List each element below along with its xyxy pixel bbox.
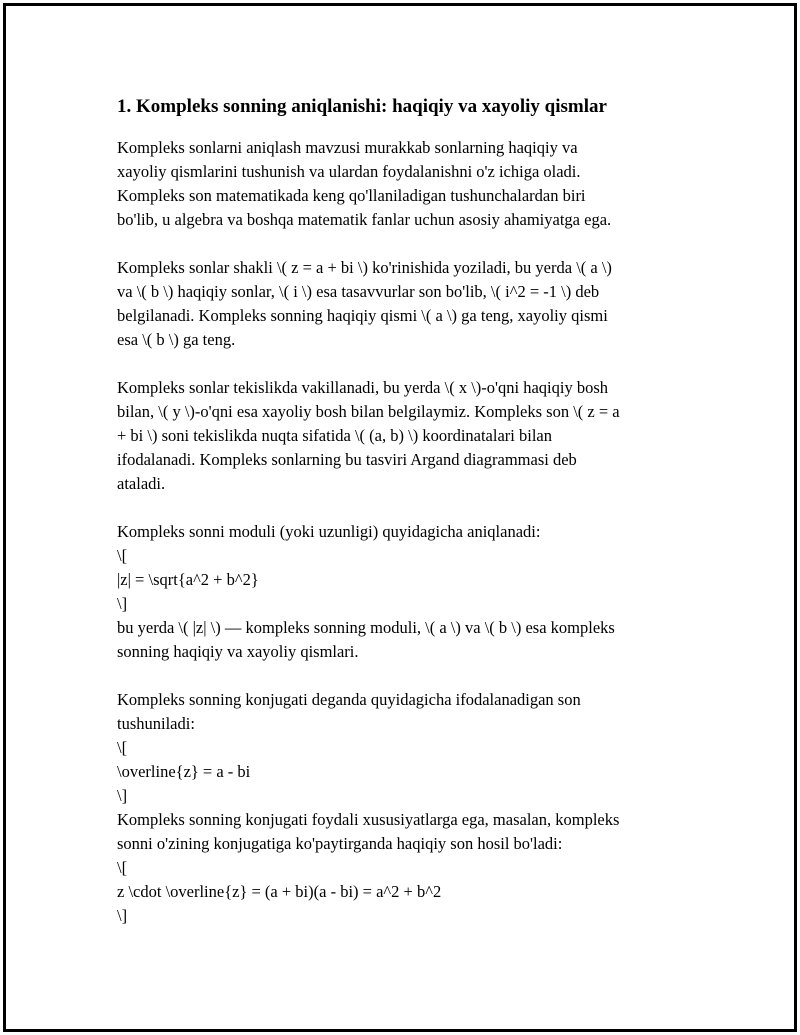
paragraph-gap: [117, 352, 687, 376]
text-line: bo'lib, u algebra va boshqa matematik fanlar uchun asosiy ahamiyatga ega.: [117, 210, 612, 229]
text-line: \[: [117, 546, 128, 565]
text-line: Kompleks son matematikada keng qo'llaniladigan tushunchalardan biri: [117, 186, 586, 205]
paragraph: [117, 136, 687, 232]
text-line: \overline{z} = a - bi: [117, 762, 251, 781]
text-line: Kompleks sonlarni aniqlash mavzusi murakkab sonlarning haqiqiy va: [117, 138, 578, 157]
paragraph-gap: [117, 496, 687, 520]
paragraph-list: [117, 136, 687, 928]
paragraph: [117, 688, 687, 928]
text-line: Kompleks sonlar shakli \( z = a + bi \) ko'rinishida yoziladi, bu yerda \( a \): [117, 258, 612, 277]
paragraph: [117, 256, 687, 352]
text-line: \]: [117, 594, 128, 613]
text-line: esa \( b \) ga teng.: [117, 330, 236, 349]
text-line: + bi \) soni tekislikda nuqta sifatida \( (a, b) \) koordinatalari bilan: [117, 426, 552, 445]
text-line: Kompleks sonni moduli (yoki uzunligi) quyidagicha aniqlanadi:: [117, 522, 541, 541]
text-line: belgilanadi. Kompleks sonning haqiqiy qismi \( a \) ga teng, xayoliy qismi: [117, 306, 608, 325]
text-line: xayoliy qismlarini tushunish va ulardan foydalanishni o'z ichiga oladi.: [117, 162, 581, 181]
document-body: [117, 94, 687, 928]
paragraph: [117, 376, 687, 496]
text-line: bu yerda \( |z| \) — kompleks sonning moduli, \( a \) va \( b \) esa kompleks: [117, 618, 615, 637]
text-line: z \cdot \overline{z} = (a + bi)(a - bi) = a^2 + b^2: [117, 882, 442, 901]
text-line: \[: [117, 858, 128, 877]
section-title: 1. Kompleks sonning aniqlanishi: haqiqiy va xayoliy qismlar: [117, 96, 607, 117]
paragraph: [117, 520, 687, 664]
paragraph-gap: [117, 664, 687, 688]
text-line: ifodalanadi. Kompleks sonlarning bu tasviri Argand diagrammasi deb: [117, 450, 577, 469]
text-line: tushuniladi:: [117, 714, 195, 733]
paragraph-gap: [117, 232, 687, 256]
text-line: Kompleks sonning konjugati deganda quyidagicha ifodalanadigan son: [117, 690, 581, 709]
text-line: sonni o'zining konjugatiga ko'paytirganda haqiqiy son hosil bo'ladi:: [117, 834, 563, 853]
text-line: \]: [117, 906, 128, 925]
text-line: |z| = \sqrt{a^2 + b^2}: [117, 570, 259, 589]
text-line: Kompleks sonning konjugati foydali xususiyatlarga ega, masalan, kompleks: [117, 810, 620, 829]
text-line: sonning haqiqiy va xayoliy qismlari.: [117, 642, 359, 661]
text-line: \]: [117, 786, 128, 805]
text-line: va \( b \) haqiqiy sonlar, \( i \) esa tasavvurlar son bo'lib, \( i^2 = -1 \) deb: [117, 282, 600, 301]
text-line: ataladi.: [117, 474, 166, 493]
text-line: bilan, \( y \)-o'qni esa xayoliy bosh bilan belgilaymiz. Kompleks son \( z = a: [117, 402, 620, 421]
text-line: Kompleks sonlar tekislikda vakillanadi, bu yerda \( x \)-o'qni haqiqiy bosh: [117, 378, 609, 397]
text-line: \[: [117, 738, 128, 757]
